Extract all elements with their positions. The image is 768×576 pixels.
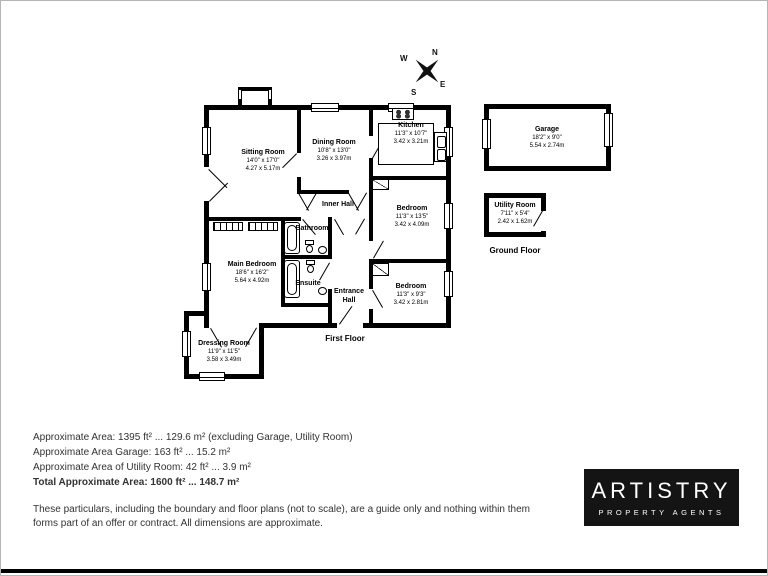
room-label-bedroom-2 (366, 282, 456, 307)
room-dims-ft: 11'3" x 10'7" (394, 131, 428, 137)
window (604, 113, 613, 147)
toilet (306, 245, 313, 253)
window (311, 103, 339, 112)
room-label-bedroom-1 (367, 204, 457, 229)
room-dims-m: 3.26 x 3.97m (316, 156, 352, 162)
room-dims-ft: 7'11" x 5'4" (500, 211, 530, 217)
room-label-entrance-hall (329, 287, 369, 305)
porch-window (269, 90, 271, 99)
window (202, 127, 211, 155)
room-label-kitchen (366, 121, 456, 146)
room-name: Kitchen (398, 122, 424, 129)
area-line: Approximate Area of Utility Room: 42 ft² ... 3.9 m² (33, 462, 251, 473)
first-floor-label: First Floor (325, 334, 365, 343)
window (482, 119, 491, 149)
bottom-border-bar (1, 569, 767, 573)
cupboard (372, 179, 389, 190)
logo-brand-text: ARTISTRY (591, 478, 732, 503)
room-dims-m: 3.42 x 3.21m (393, 139, 429, 145)
room-dims-ft: 18'6" x 16'2" (235, 270, 269, 276)
area-total-line: Total Approximate Area: 1600 ft² ... 148.7 m² (33, 477, 240, 488)
room-dims-m: 4.27 x 5.17m (245, 166, 281, 172)
artistry-logo (584, 469, 739, 526)
ground-floor-label: Ground Floor (489, 246, 541, 255)
toilet (307, 265, 314, 273)
room-name: Bedroom (395, 283, 427, 290)
compass-rose (394, 43, 456, 99)
room-name: Dressing Room (198, 340, 250, 347)
wall (297, 190, 349, 194)
cupboard (372, 263, 389, 276)
door-opening (209, 323, 259, 328)
door-leaf (209, 183, 228, 202)
door-leaf (319, 263, 330, 281)
room-dims-ft: 14'0" x 17'0" (246, 158, 280, 164)
wall (369, 309, 373, 323)
room-dims-m: 3.58 x 3.49m (206, 357, 242, 363)
window (199, 372, 225, 381)
room-name: Ensuite (295, 280, 321, 287)
compass-east-label: E (440, 80, 446, 89)
room-dims-m: 2.42 x 1.62m (497, 219, 533, 225)
room-name: Main Bedroom (227, 261, 277, 268)
disclaimer-text: These particulars, including the boundary and floor plans (not to scale), are a guide only and nothing within them forms part of an offer or contract. All dimensions are approximate. (33, 504, 530, 529)
room-dims-m: 3.42 x 4.09m (394, 222, 430, 228)
wall (204, 217, 301, 221)
room-dims-ft: 11'9" x 11'5" (207, 349, 240, 355)
area-line: Approximate Area: 1395 ft² ... 129.6 m² (excluding Garage, Utility Room) (33, 432, 353, 443)
sink (318, 246, 327, 254)
sink (318, 287, 327, 295)
room-label-bathroom (267, 224, 357, 233)
room-name: Entrance Hall (334, 288, 364, 304)
room-dims-ft: 18'2" x 9'0" (532, 135, 562, 141)
compass-north-label: N (432, 48, 438, 57)
room-name: Inner Hall (322, 201, 354, 208)
room-name: Utility Room (494, 202, 536, 209)
room-dims-m: 5.64 x 4.92m (234, 278, 270, 284)
porch-wall (238, 87, 272, 91)
area-line: Approximate Area Garage: 163 ft² ... 15.2 m² (33, 447, 231, 458)
room-dims-m: 3.42 x 2.81m (393, 300, 429, 306)
door-leaf (373, 241, 384, 259)
logo-tagline-text: PROPERTY AGENTS (598, 508, 725, 517)
room-name: Dining Room (312, 139, 356, 146)
area-summary (33, 430, 353, 490)
wall (281, 255, 332, 259)
room-label-dressing (179, 339, 269, 364)
room-name: Sitting Room (241, 149, 285, 156)
wall (184, 311, 209, 316)
wall (281, 303, 332, 307)
door-leaf (339, 306, 352, 325)
door-opening (337, 323, 363, 328)
room-dims-ft: 11'3" x 13'5" (395, 214, 429, 220)
compass-west-label: W (400, 54, 408, 63)
room-label-garage (502, 125, 592, 150)
room-name: Garage (534, 126, 560, 133)
door-opening (202, 167, 211, 201)
stove-hob (392, 108, 414, 120)
room-name: Bathroom (295, 225, 329, 232)
porch-window (239, 90, 241, 99)
room-label-utility (470, 201, 560, 226)
room-name: Bedroom (396, 205, 428, 212)
compass-south-label: S (411, 88, 417, 97)
room-dims-m: 5.54 x 2.74m (529, 143, 565, 149)
room-dims-ft: 10'8" x 13'0" (317, 148, 351, 154)
room-dims-ft: 11'3" x 9'3" (396, 292, 426, 298)
wardrobe (213, 222, 243, 231)
